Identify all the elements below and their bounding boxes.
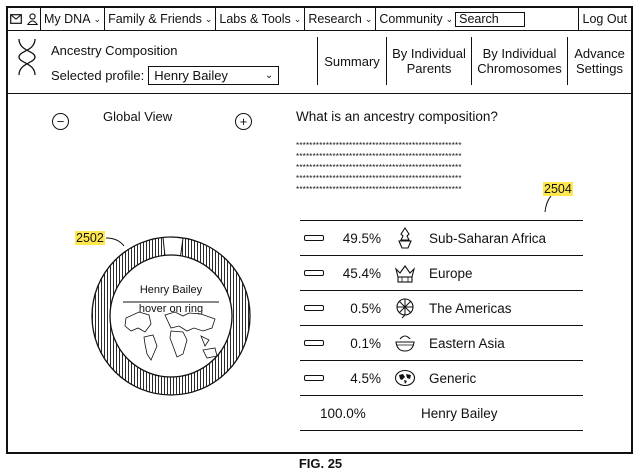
list-item[interactable]: [300, 291, 583, 326]
nav-label: Labs & Tools: [219, 12, 291, 26]
profile-label: Selected profile:: [51, 68, 145, 83]
zoom-out-button[interactable]: −: [52, 113, 69, 130]
ancestry-question-link[interactable]: What is an ancestry composition?: [296, 109, 498, 124]
figure-caption: FIG. 25: [298, 456, 343, 471]
list-item[interactable]: [300, 361, 583, 396]
logout-link[interactable]: Log Out: [578, 8, 631, 30]
total-percent: 100.0%: [320, 405, 366, 421]
ancestry-breakdown-list: [300, 220, 583, 431]
crown-icon: [393, 261, 417, 285]
region-name: Sub-Saharan Africa: [429, 230, 547, 246]
chevron-down-icon: ⌄: [264, 70, 274, 81]
tab-label: Advance Settings: [574, 46, 625, 76]
placeholder-text-line: **************************************************: [296, 163, 462, 172]
region-name: Europe: [429, 265, 473, 281]
region-percent: 49.5%: [342, 230, 381, 246]
list-item[interactable]: [300, 326, 583, 361]
search-input[interactable]: Search: [455, 12, 525, 27]
chevron-down-icon: ⌄: [364, 13, 373, 24]
ring-profile-name: Henry Bailey: [139, 284, 203, 296]
region-name: Generic: [429, 370, 477, 386]
ring-hover-hint: hover on ring: [138, 303, 204, 315]
reference-callout-2504: 2504: [544, 182, 572, 196]
region-name: Eastern Asia: [429, 335, 505, 351]
collapse-bar-icon[interactable]: [304, 375, 324, 381]
collapse-bar-icon[interactable]: [304, 270, 324, 276]
flame-icon: [393, 226, 417, 250]
collapse-bar-icon[interactable]: [304, 340, 324, 346]
chevron-down-icon: ⌄: [204, 13, 213, 24]
pot-icon: [393, 331, 417, 355]
region-name: The Americas: [429, 300, 512, 316]
nav-label: Family & Friends: [108, 12, 202, 26]
global-view-label: Global View: [103, 109, 173, 124]
collapse-bar-icon[interactable]: [304, 235, 324, 241]
tab-label: Summary: [324, 53, 380, 69]
reference-callout-2502: 2502: [76, 231, 104, 245]
globe-icon: [393, 366, 417, 390]
list-item[interactable]: [300, 220, 583, 256]
profile-value: Henry Bailey: [154, 68, 228, 83]
nav-label: Research: [308, 12, 362, 26]
tab-label: By Individual Chromosomes: [477, 46, 562, 76]
total-row: [300, 396, 583, 431]
placeholder-text-line: **************************************************: [296, 185, 462, 194]
placeholder-text-line: **************************************************: [296, 141, 462, 150]
region-percent: 45.4%: [342, 265, 381, 281]
nav-label: Community: [379, 12, 443, 26]
page-title: Ancestry Composition: [51, 43, 178, 58]
placeholder-text-line: **************************************************: [296, 152, 462, 161]
total-profile-name: Henry Bailey: [421, 405, 498, 421]
chevron-down-icon: ⌄: [93, 13, 102, 24]
list-item[interactable]: [300, 256, 583, 291]
zoom-in-button[interactable]: +: [235, 113, 252, 130]
tab-label: By Individual Parents: [392, 46, 466, 76]
region-percent: 0.1%: [350, 335, 381, 351]
chevron-down-icon: ⌄: [293, 13, 302, 24]
wheel-icon: [393, 296, 417, 320]
chevron-down-icon: ⌄: [445, 13, 454, 24]
collapse-bar-icon[interactable]: [304, 305, 324, 311]
region-percent: 4.5%: [350, 370, 381, 386]
nav-label: My DNA: [44, 12, 91, 26]
region-percent: 0.5%: [350, 300, 381, 316]
placeholder-text-line: **************************************************: [296, 174, 462, 183]
ancestry-ring[interactable]: [91, 236, 251, 396]
